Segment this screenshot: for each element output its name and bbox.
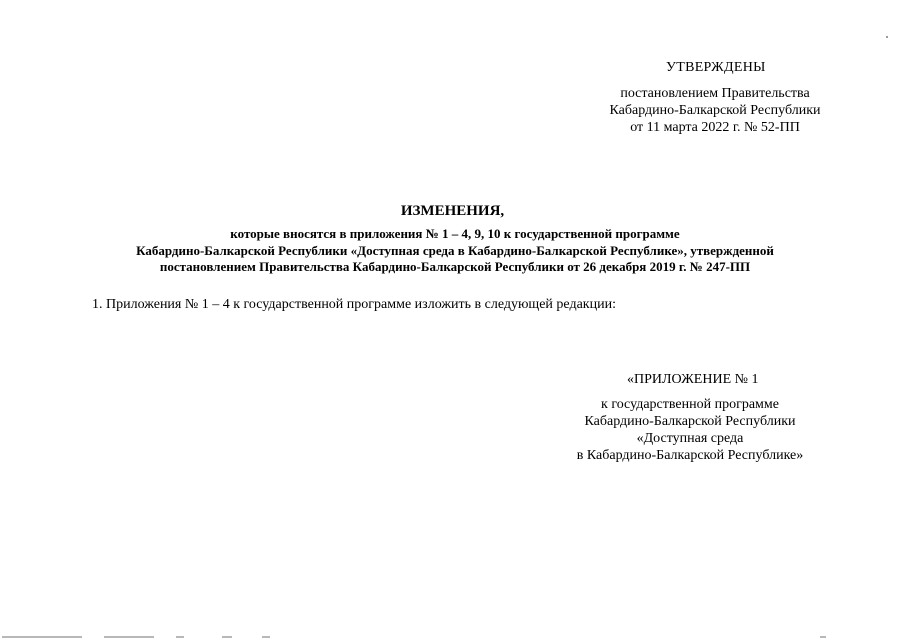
approval-line: от 11 марта 2022 г. № 52-ПП (630, 120, 800, 135)
scan-artifact (886, 36, 888, 38)
approval-line: Кабардино-Балкарской Республики (609, 103, 821, 118)
scan-artifact (2, 636, 82, 638)
appendix-line: Кабардино-Балкарской Республики (584, 414, 796, 429)
scan-artifact (104, 636, 154, 638)
approval-block (590, 85, 840, 136)
scan-artifact (176, 636, 184, 638)
subheading-line: которые вносятся в приложения № 1 – 4, 9, 10 к государственной программе (230, 226, 680, 241)
appendix-line: к государственной программе (601, 397, 779, 412)
approval-line: постановлением Правительства (620, 86, 810, 101)
subheading-line: Кабардино-Балкарской Республики «Доступная среда в Кабардино-Балкарской Республике», утвержденной (136, 242, 774, 258)
subheading-line: постановлением Правительства Кабардино-Балкарской Республики от 26 декабря 2019 г. № 247-ПП (159, 259, 751, 274)
scan-artifact (222, 636, 232, 638)
appendix-line: в Кабардино-Балкарской Республике» (576, 448, 804, 463)
scan-artifact (262, 636, 270, 638)
document-heading: ИЗМЕНЕНИЯ, (400, 203, 505, 219)
appendix-block (560, 396, 820, 464)
document-subheading (60, 226, 850, 276)
paragraph-1: 1. Приложения № 1 – 4 к государственной программе изложить в следующей редакции: (92, 297, 616, 312)
scan-edge-artifacts (0, 634, 905, 640)
scan-artifact (820, 636, 826, 638)
appendix-title: «ПРИЛОЖЕНИЕ № 1 (627, 372, 759, 387)
appendix-line: «Доступная среда (636, 431, 744, 446)
approval-title: УТВЕРЖДЕНЫ (666, 60, 766, 75)
